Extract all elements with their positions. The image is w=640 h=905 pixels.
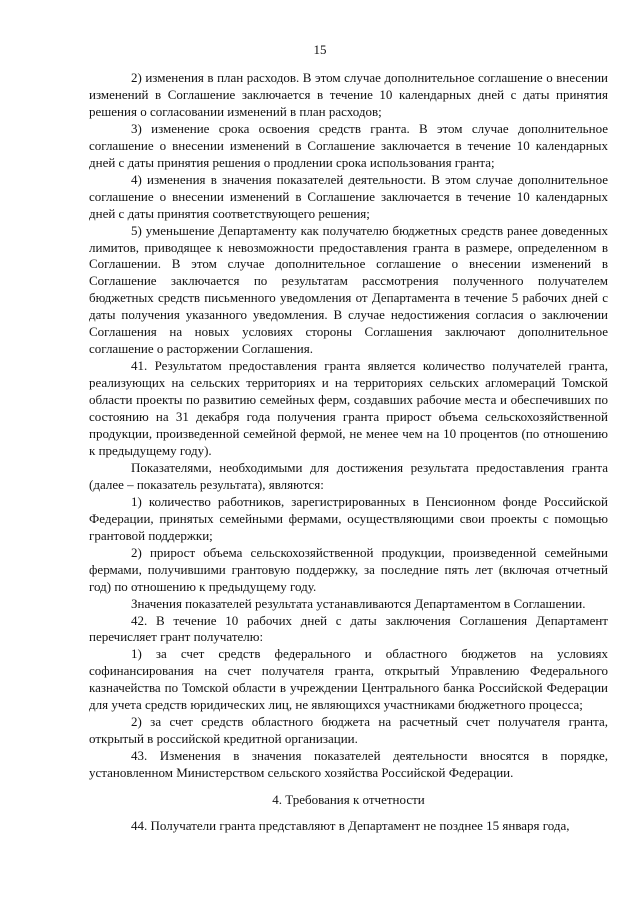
page-number: 15 — [313, 42, 327, 57]
paragraph: 1) количество работников, зарегистрированных в Пенсионном фонде Российской Федерации, принятых семейными фермами, осуществляющими свои проекты с помощью грантовой поддержки; — [89, 493, 608, 543]
paragraph: 44. Получатели гранта представляют в Департамент не позднее 15 января года, — [131, 818, 570, 834]
paragraph: 2) изменения в план расходов. В этом случае дополнительное соглашение о внесении изменений в Соглашение заключается в течение 10 календарных дней с даты принятия решения о согласовании изменений в план расходов; — [89, 70, 608, 119]
paragraph: 43. Изменения в значения показателей деятельности вносятся в порядке, установленном Министерством сельского хозяйства Российской Федерации. — [89, 748, 608, 781]
paragraph: Значения показателей результата устанавливаются Департаментом в Соглашении. — [131, 595, 586, 611]
paragraph: Показателями, необходимыми для достижения результата предоставления гранта (далее – показатель результата), являются: — [89, 459, 608, 492]
section-heading: 4. Требования к отчетности — [272, 792, 425, 808]
paragraph: 4) изменения в значения показателей деятельности. В этом случае дополнительное соглашение о внесении изменений в Соглашение заключается в течение 10 календарных дней с даты принятия соответствующего решения; — [89, 171, 608, 221]
paragraph: 2) за счет средств областного бюджета на расчетный счет получателя гранта, открытый в российской кредитной организации. — [89, 714, 608, 747]
paragraph: 2) прирост объема сельскохозяйственной продукции, произведенной семейными фермами, получившими грантовую поддержку, за последние пять лет (включая отчетный год) по отношению к предыдущему году. — [89, 544, 608, 594]
paragraph: 3) изменение срока освоения средств гранта. В этом случае дополнительное соглашение о внесении изменений в Соглашение заключается в течение 10 календарных дней с даты принятия решения о продлении срока использования гранта; — [89, 120, 608, 170]
body-text — [89, 70, 608, 835]
paragraph: 42. В течение 10 рабочих дней с даты заключения Соглашения Департамент перечисляет грант получателю: — [89, 612, 608, 645]
paragraph: 1) за счет средств федерального и областного бюджетов на условиях софинансирования на счет получателя гранта, открытый Управлению Федерального казначейства по Томской области в учреждении Центрального банка Российской Федерации для учета средств юридических лиц, не являющихся участниками бюджетного процесса; — [89, 646, 608, 713]
paragraph: 5) уменьшение Департаменту как получателю бюджетных средств ранее доведенных лимитов, приводящее к невозможности предоставления гранта в размере, определенном в Соглашении. В этом случае дополнительное соглашение о внесении изменений в Соглашение заключается по результатам рассмотрения полученного получателем бюджетных средств письменного уведомления от Департамента в течение 5 рабочих дней с даты получения указанного уведомления. В случае недостижения согласия о заключении Соглашения на новых условиях стороны Соглашения заключают дополнительное соглашение о расторжении Соглашения. — [89, 222, 608, 357]
paragraph: 41. Результатом предоставления гранта является количество получателей гранта, реализующих на сельских территориях и на территориях сельских агломераций Томской области проекты по развитию семейных ферм, создавших рабочие места и обеспечивших по состоянию на 31 декабря года получения гранта прирост объема сельскохозяйственной продукции, произведенной семейной фермой, не менее чем на 10 процентов (по отношению к предыдущему году). — [89, 358, 608, 458]
